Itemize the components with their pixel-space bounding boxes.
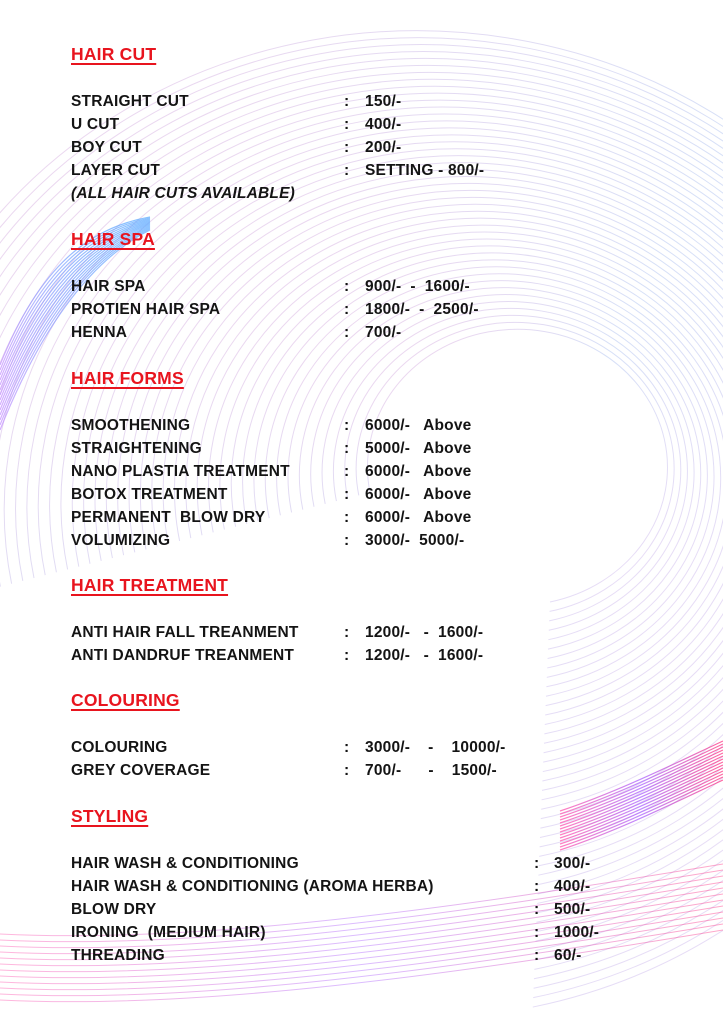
section-heading: COLOURING	[71, 690, 180, 710]
menu-item	[71, 275, 691, 298]
item-name: SMOOTHENING	[71, 417, 191, 434]
item-price: 500/-	[554, 901, 591, 918]
menu-item	[71, 298, 691, 321]
menu-item	[71, 113, 691, 136]
item-name: THREADING	[71, 947, 165, 964]
separator: :	[534, 878, 540, 895]
item-name: LAYER CUT	[71, 162, 161, 179]
item-name: GREY COVERAGE	[71, 762, 211, 779]
item-name: NANO PLASTIA TREATMENT	[71, 463, 290, 480]
item-name: BOTOX TREATMENT	[71, 486, 228, 503]
section-hair-forms	[71, 367, 691, 552]
item-price: 150/-	[365, 93, 402, 110]
item-price: 1800/- - 2500/-	[365, 301, 479, 318]
item-price: 200/-	[365, 139, 402, 156]
item-price: 1200/- - 1600/-	[365, 624, 484, 641]
separator: :	[344, 509, 350, 526]
separator: :	[344, 301, 350, 318]
item-price: SETTING - 800/-	[365, 162, 485, 179]
separator: :	[344, 624, 350, 641]
separator: :	[534, 947, 540, 964]
separator: :	[344, 463, 350, 480]
menu-item	[71, 644, 691, 667]
menu-item	[71, 875, 691, 898]
menu-item	[71, 621, 691, 644]
item-name: HAIR SPA	[71, 278, 146, 295]
separator: :	[344, 532, 350, 549]
item-price: 900/- - 1600/-	[365, 278, 470, 295]
item-name: PROTIEN HAIR SPA	[71, 301, 221, 318]
item-name: COLOURING	[71, 739, 168, 756]
item-price: 6000/- Above	[365, 463, 472, 480]
menu-item	[71, 136, 691, 159]
section-note: (ALL HAIR CUTS AVAILABLE)	[71, 185, 295, 202]
item-price: 400/-	[554, 878, 591, 895]
item-name: ANTI DANDRUF TREANMENT	[71, 647, 295, 664]
item-name: PERMANENT BLOW DRY	[71, 509, 266, 526]
menu-item	[71, 437, 691, 460]
section-colouring	[71, 689, 691, 782]
item-name: HAIR WASH & CONDITIONING	[71, 855, 299, 872]
separator: :	[344, 417, 350, 434]
menu-item	[71, 321, 691, 344]
menu-item	[71, 852, 691, 875]
item-price: 700/-	[365, 324, 402, 341]
section-heading: HAIR SPA	[71, 229, 155, 249]
separator: :	[344, 139, 350, 156]
item-name: STRAIGHT CUT	[71, 93, 189, 110]
item-price: 6000/- Above	[365, 509, 472, 526]
separator: :	[344, 116, 350, 133]
menu-item	[71, 460, 691, 483]
item-name: U CUT	[71, 116, 120, 133]
item-name: BOY CUT	[71, 139, 142, 156]
menu-item	[71, 921, 691, 944]
separator: :	[344, 324, 350, 341]
item-name: HENNA	[71, 324, 128, 341]
item-name: BLOW DRY	[71, 901, 157, 918]
menu-item	[71, 159, 691, 182]
menu-item	[71, 944, 691, 967]
separator: :	[344, 278, 350, 295]
section-heading: HAIR CUT	[71, 44, 157, 64]
section-heading: STYLING	[71, 806, 149, 826]
item-price: 700/- - 1500/-	[365, 762, 497, 779]
item-name: VOLUMIZING	[71, 532, 171, 549]
menu-item	[71, 414, 691, 437]
section-heading: HAIR FORMS	[71, 368, 184, 388]
separator: :	[534, 901, 540, 918]
item-price: 400/-	[365, 116, 402, 133]
section-hair-spa	[71, 228, 691, 344]
separator: :	[534, 924, 540, 941]
item-price: 1000/-	[554, 924, 600, 941]
item-price: 3000/- - 10000/-	[365, 739, 506, 756]
item-name: ANTI HAIR FALL TREANMENT	[71, 624, 299, 641]
separator: :	[344, 93, 350, 110]
separator: :	[344, 762, 350, 779]
menu-item	[71, 90, 691, 113]
menu-item	[71, 736, 691, 759]
item-price: 6000/- Above	[365, 417, 472, 434]
item-price: 3000/- 5000/-	[365, 532, 465, 549]
section-heading: HAIR TREATMENT	[71, 575, 229, 595]
separator: :	[534, 855, 540, 872]
separator: :	[344, 440, 350, 457]
section-styling	[71, 805, 691, 967]
item-price: 6000/- Above	[365, 486, 472, 503]
separator: :	[344, 486, 350, 503]
menu-item	[71, 506, 691, 529]
item-price: 5000/- Above	[365, 440, 472, 457]
separator: :	[344, 162, 350, 179]
item-price: 1200/- - 1600/-	[365, 647, 484, 664]
item-price: 60/-	[554, 947, 582, 964]
menu-item	[71, 529, 691, 552]
menu-item	[71, 483, 691, 506]
menu-item	[71, 898, 691, 921]
separator: :	[344, 647, 350, 664]
section-hair-cut	[71, 43, 691, 205]
separator: :	[344, 739, 350, 756]
item-name: IRONING (MEDIUM HAIR)	[71, 924, 266, 941]
item-name: HAIR WASH & CONDITIONING (AROMA HERBA)	[71, 878, 434, 895]
section-hair-treatment	[71, 574, 691, 667]
item-name: STRAIGHTENING	[71, 440, 202, 457]
item-price: 300/-	[554, 855, 591, 872]
menu-item	[71, 759, 691, 782]
